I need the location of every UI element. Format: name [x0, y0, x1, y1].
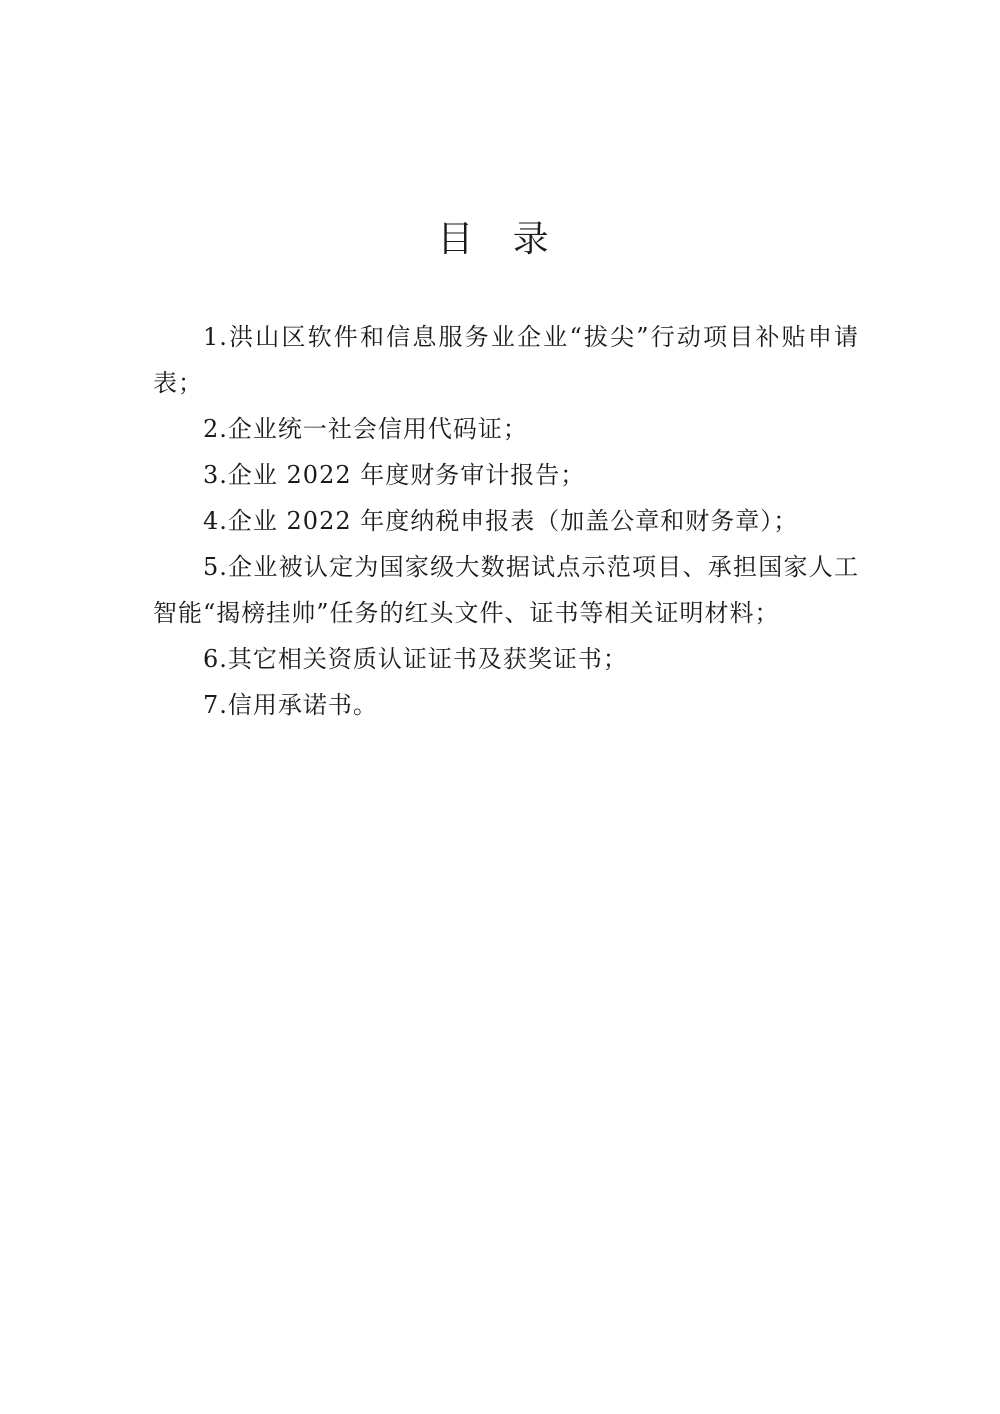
list-item: 6.其它相关资质认证证书及获奖证书；: [203, 645, 628, 673]
table-of-contents: [153, 314, 859, 728]
list-item: 4.企业 2022 年度纳税申报表（加盖公章和财务章）；: [203, 507, 799, 535]
list-item: 2.企业统一社会信用代码证；: [203, 415, 528, 443]
list-item: 3.企业 2022 年度财务审计报告；: [203, 461, 586, 489]
list-item: 7.信用承诺书。: [203, 691, 378, 719]
page-title: 目 录: [437, 219, 563, 260]
list-item: 1.洪山区软件和信息服务业企业“拔尖”行动项目补贴申请表；: [153, 323, 859, 397]
list-item: 5.企业被认定为国家级大数据试点示范项目、承担国家人工智能“揭榜挂帅”任务的红头文件、证书等相关证明材料；: [153, 553, 859, 627]
